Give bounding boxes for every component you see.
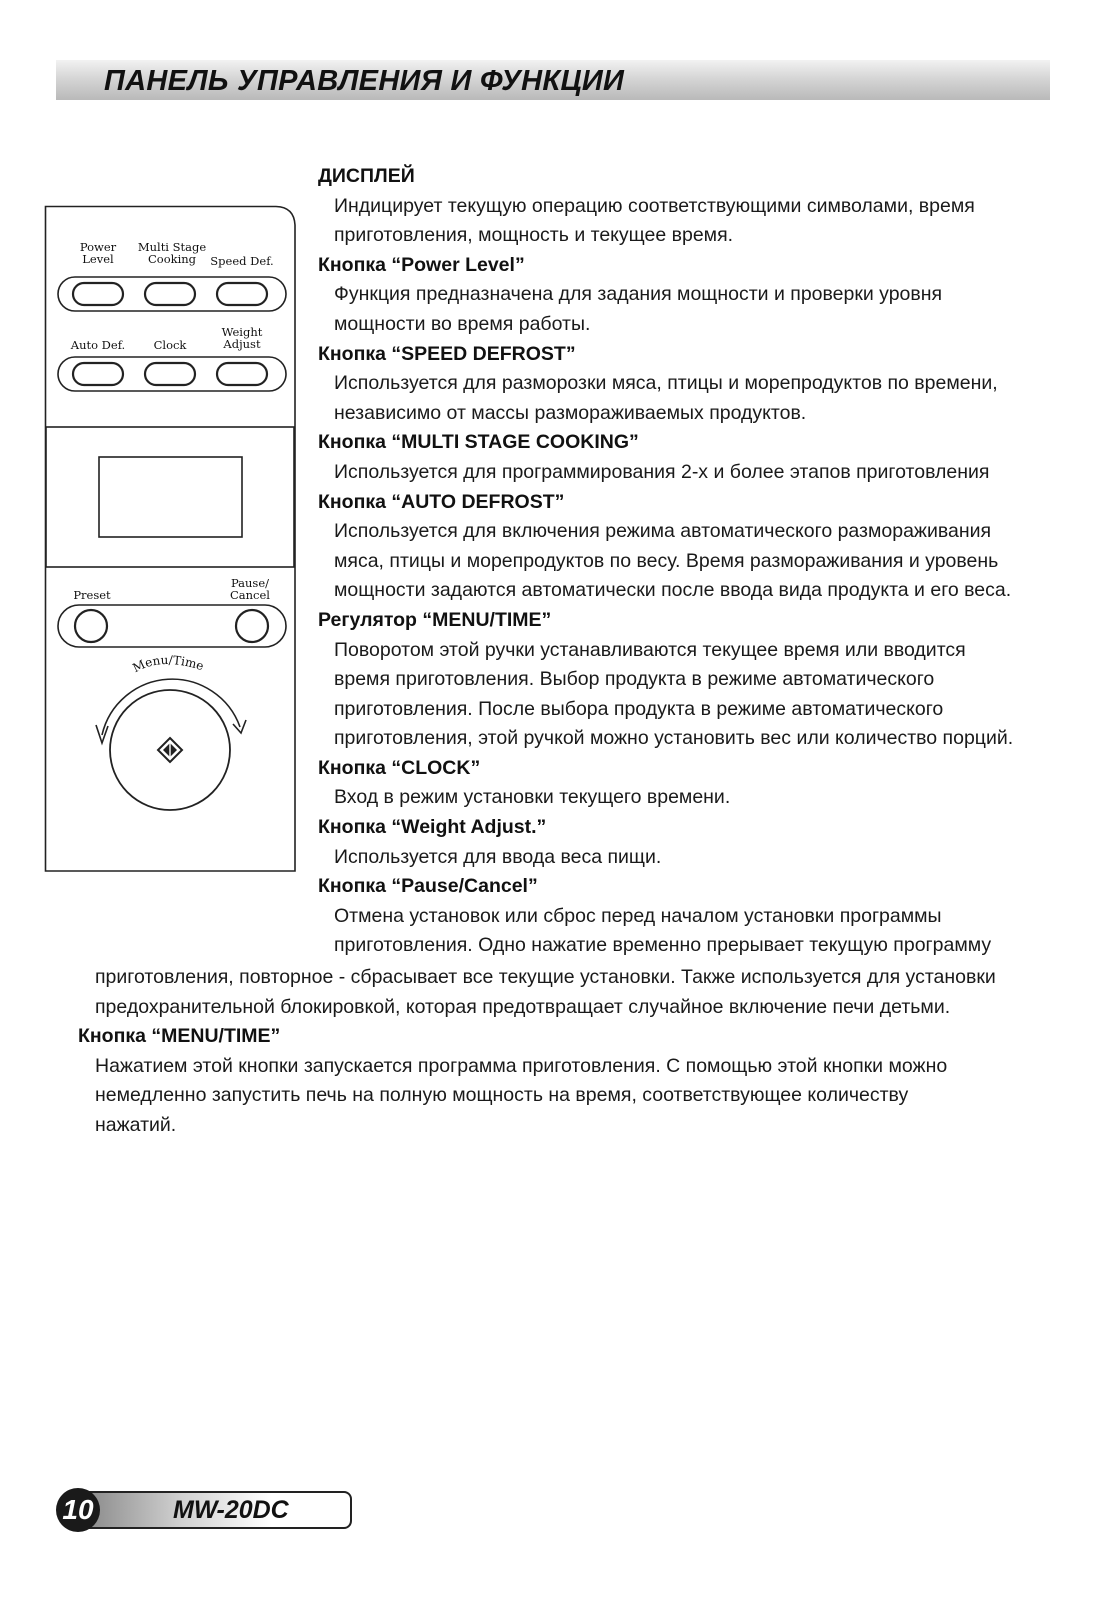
model-badge [86,1491,352,1529]
preset-label: Preset [73,588,111,602]
section-heading: Регулятор “MENU/TIME” [318,608,552,631]
section-line: мощности во время работы. [334,312,591,335]
section-line: Отмена установок или сброс перед началом установки программы [334,904,942,927]
section-line: Поворотом этой ручки устанавливаются текущее время или вводится [334,638,966,661]
model-name: MW-20DC [173,1496,289,1524]
section-speed-defrost [318,340,1058,429]
power-level-button[interactable] [73,283,123,305]
section-line: Индицирует текущую операцию соответствующими символами, время [334,194,975,217]
section-line: Вход в режим установки текущего времени. [334,786,731,809]
page-number: 10 [56,1488,100,1532]
section-heading: Кнопка “MENU/TIME” [78,1025,281,1048]
speed-defrost-button[interactable] [217,283,267,305]
control-panel-diagram [44,205,300,877]
section-heading: Кнопка “Weight Adjust.” [318,816,547,839]
section-heading: Кнопка “MULTI STAGE COOKING” [318,431,639,454]
power-level-label: Power Level [79,240,117,266]
speed-def-label: Speed Def. [210,254,274,268]
section-heading: Кнопка “Pause/Cancel” [318,875,538,898]
section-line: немедленно запустить печь на полную мощность на время, соответствующее количеству [95,1084,909,1107]
weight-adjust-button[interactable] [217,363,267,385]
section-line: предохранительной блокировкой, которая предотвращает случайное включение печи детьми. [95,995,951,1018]
section-weight-adjust [318,813,1058,872]
section-line: мяса, птицы и морепродуктов по весу. Время размораживания и уровень [334,549,999,572]
auto-defrost-button[interactable] [73,363,123,385]
menu-time-label: Menu/Time [130,652,206,676]
header-bar [56,60,1050,100]
section-heading: Кнопка “AUTO DEFROST” [318,490,565,513]
section-line: время приготовления. Выбор продукта в режиме автоматического [334,668,935,691]
section-menu-time-knob [318,606,1058,754]
pause-cancel-label: Pause/ Cancel [230,576,270,602]
section-line: мощности задаются автоматически после ввода вида продукта и его веса. [334,579,1012,602]
pause-cancel-button[interactable] [236,610,268,642]
weight-adjust-label: Weight Adjust [221,325,263,351]
section-multi-stage-cooking [318,428,1058,487]
section-line: независимо от массы размораживаемых продуктов. [334,401,807,424]
section-line: Используется для ввода веса пищи. [334,845,662,868]
feature-descriptions [318,162,1058,961]
section-line: нажатий. [95,1113,177,1136]
section-line: приготовления, этой ручкой можно установить вес или количество порций. [334,727,1014,750]
section-line: Используется для программирования 2-х и более этапов приготовления [334,460,990,483]
section-heading: Кнопка “CLOCK” [318,756,481,779]
section-auto-defrost [318,488,1058,606]
section-heading: ДИСПЛЕЙ [318,165,415,187]
section-line: Нажатием этой кнопки запускается программа приготовления. С помощью этой кнопки можно [95,1054,948,1077]
preset-button[interactable] [75,610,107,642]
section-line: Используется для разморозки мяса, птицы и морепродуктов по времени, [334,372,998,395]
section-clock [318,754,1058,813]
page-title: ПАНЕЛЬ УПРАВЛЕНИЯ И ФУНКЦИИ [104,65,625,97]
section-power-level [318,251,1058,340]
multi-stage-cooking-label: Multi Stage Cooking [137,240,207,266]
section-heading: Кнопка “SPEED DEFROST” [318,342,576,365]
section-display [318,162,1058,251]
page-footer [56,1488,356,1532]
clock-label: Clock [153,338,187,352]
auto-def-label: Auto Def. [70,338,126,352]
section-line: приготовления. После выбора продукта в режиме автоматического [334,697,944,720]
continuation-text [78,963,1058,1141]
display-screen [99,457,242,537]
section-line: Используется для включения режима автоматического размораживания [334,520,992,543]
clock-button[interactable] [145,363,195,385]
section-line: Функция предназначена для задания мощности и проверки уровня [334,283,943,306]
section-heading: Кнопка “Power Level” [318,253,525,276]
section-line: приготовления, повторное - сбрасывает все текущие установки. Также используется для установки [95,966,996,988]
section-line: приготовления, мощность и текущее время. [334,224,734,247]
multi-stage-cooking-button[interactable] [145,283,195,305]
section-line: приготовления. Одно нажатие временно прерывает текущую программу [334,934,992,957]
section-pause-cancel [318,872,1058,961]
